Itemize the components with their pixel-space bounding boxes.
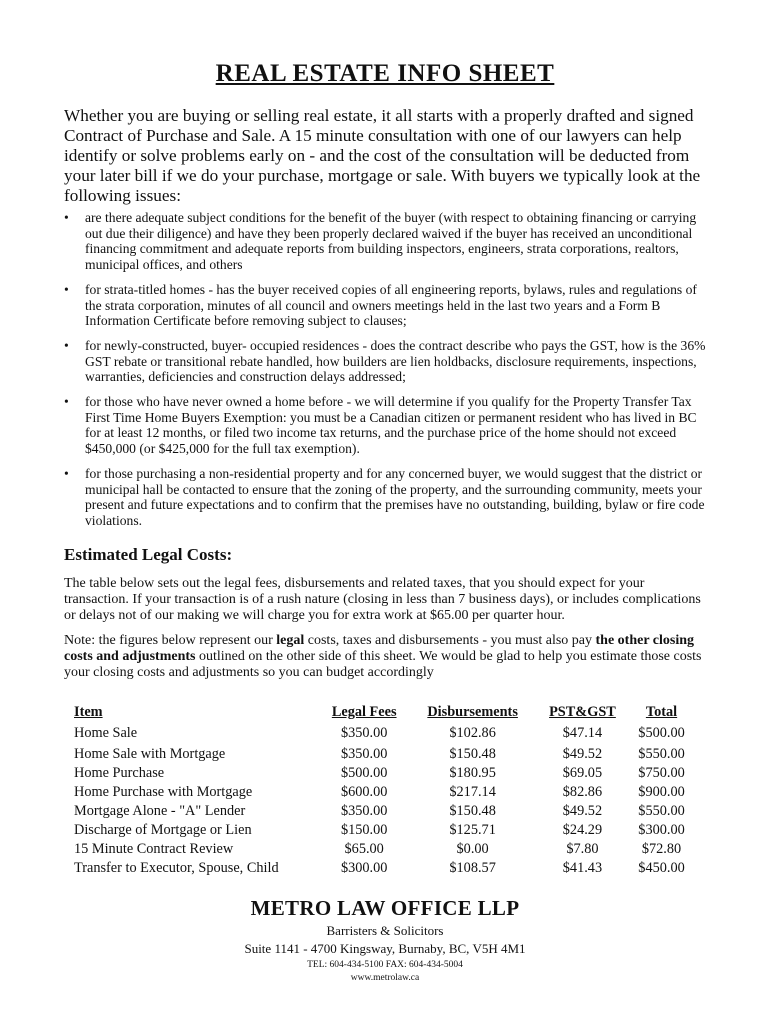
table-row xyxy=(64,783,694,802)
cell-item: Discharge of Mortgage or Lien xyxy=(74,822,252,838)
column-header-disbursements: Disbursements xyxy=(427,703,518,720)
cell-legal-fees: $350.00 xyxy=(340,746,388,762)
costs-note-paragraph xyxy=(64,633,704,682)
list-item-text: for newly-constructed, buyer- occupied residences - does the contract describe who pays the GST, how is the 36% GST rebate or transitional rebate handled, how builders are lien holdbacks, disclosure requirements, inspections, warranties, deficiencies and construction delays addressed; xyxy=(85,337,706,385)
list-item-text: for those who have never owned a home before - we will determine if you qualify for the Property Transfer Tax First Time Home Buyers Exemption: you must be a Canadian citizen or permanent resident who has lived in BC for at least 12 months, or filed two income tax returns, and the purchase price of the home should not exceed $450,000 (or $425,000 for the full tax exemption). xyxy=(85,394,697,457)
cell-total: $550.00 xyxy=(638,746,685,762)
intro-paragraph: Whether you are buying or selling real estate, it all starts with a properly drafted and signed Contract of Purchase and Sale. A 15 minute consultation with one of our lawyers can help identify or solve problems early on - and the cost of the consultation will be deducted from your later bill if we do your purchase, mortgage or sale. With buyers we typically look at the following issues: xyxy=(64,106,701,205)
cell-disbursements: $108.57 xyxy=(449,860,496,876)
bullet-icon: • xyxy=(64,281,69,297)
list-item xyxy=(64,210,714,273)
table-row xyxy=(64,745,694,764)
column-header-item: Item xyxy=(74,703,103,720)
legal-costs-table xyxy=(64,702,694,878)
list-item-text: are there adequate subject conditions for the benefit of the buyer (with respect to obtaining financing or carrying out due their diligence) and have they been properly declared waived if the buyer has received an unconditional financing commitment and adequate reports from building inspectors, engineers, strata corporations, realtors, municipal offices, and others xyxy=(85,210,697,273)
list-item xyxy=(64,282,714,329)
cell-disbursements: $125.71 xyxy=(449,822,496,838)
table-row xyxy=(64,802,694,821)
cell-disbursements: $180.95 xyxy=(449,765,496,781)
cell-item: Home Purchase with Mortgage xyxy=(74,784,253,800)
estimated-costs-heading: Estimated Legal Costs: xyxy=(64,545,233,564)
cell-item: Transfer to Executor, Spouse, Child xyxy=(74,860,279,876)
page-title: REAL ESTATE INFO SHEET xyxy=(215,60,555,87)
cell-legal-fees: $150.00 xyxy=(340,822,388,838)
column-header-total: Total xyxy=(645,703,678,720)
cell-total: $500.00 xyxy=(638,725,685,741)
cell-legal-fees: $600.00 xyxy=(340,784,388,800)
costs-intro-paragraph: The table below sets out the legal fees, disbursements and related taxes, that you should expect for your transaction. If your transaction is of a rush nature (closing in less than 7 business days), or includes complications or delays not of our making we will charge you for extra work at $65.00 per quarter hour. xyxy=(64,576,701,624)
issues-list xyxy=(64,210,714,529)
firm-address: Suite 1141 - 4700 Kingsway, Burnaby, BC, V5H 4M1 xyxy=(244,941,526,956)
firm-subtitle: Barristers & Solicitors xyxy=(326,923,444,938)
column-header-legal-fees: Legal Fees xyxy=(331,703,397,720)
cell-item: Home Purchase xyxy=(74,765,165,781)
cell-total: $300.00 xyxy=(638,822,685,838)
cell-disbursements: $150.48 xyxy=(449,803,496,819)
cell-legal-fees: $350.00 xyxy=(340,803,388,819)
cell-total: $900.00 xyxy=(638,784,685,800)
cell-disbursements: $0.00 xyxy=(456,841,489,857)
bullet-icon: • xyxy=(64,394,69,410)
note-bold-closing-costs: the other closing costs and adjustments xyxy=(64,633,695,665)
cell-legal-fees: $500.00 xyxy=(340,765,388,781)
firm-footer xyxy=(0,896,770,985)
cell-item: Home Sale with Mortgage xyxy=(74,746,226,762)
list-item xyxy=(64,338,714,385)
note-bold-legal: legal xyxy=(276,633,305,648)
list-item xyxy=(64,394,714,457)
list-item-text: for those purchasing a non-residential property and for any concerned buyer, we would suggest that the district or municipal hall be contacted to ensure that the zoning of the property, and the surrounding community, meets your present and future expectations and to confirm that the premises have no outstanding, building, bylaw or fire code violations. xyxy=(85,465,705,528)
cell-legal-fees: $300.00 xyxy=(340,860,388,876)
cell-total: $72.80 xyxy=(641,841,682,857)
cell-total: $550.00 xyxy=(638,803,685,819)
cell-item: Home Sale xyxy=(74,725,138,741)
cell-taxes: $24.29 xyxy=(562,822,603,838)
cell-legal-fees: $65.00 xyxy=(344,841,384,857)
cell-disbursements: $150.48 xyxy=(449,746,496,762)
cell-taxes: $47.14 xyxy=(562,725,603,741)
cell-total: $750.00 xyxy=(638,765,685,781)
bullet-icon: • xyxy=(64,210,69,225)
bullet-icon: • xyxy=(64,337,69,353)
firm-name: METRO LAW OFFICE LLP xyxy=(250,896,520,920)
table-row xyxy=(64,821,694,840)
bullet-icon: • xyxy=(64,465,69,481)
column-header-taxes: PST&GST xyxy=(549,703,616,720)
cell-taxes: $49.52 xyxy=(562,803,603,819)
note-text-middle: costs, taxes and disbursements - you must also pay xyxy=(304,633,596,648)
table-row xyxy=(64,764,694,783)
cell-item: 15 Minute Contract Review xyxy=(74,841,234,857)
cell-taxes: $82.86 xyxy=(562,784,603,800)
firm-phone-fax: TEL: 604-434-5100 FAX: 604-434-5004 xyxy=(307,960,463,970)
list-item xyxy=(64,466,714,529)
table-row xyxy=(64,840,694,859)
cell-taxes: $69.05 xyxy=(562,765,603,781)
table-row xyxy=(64,722,694,745)
firm-website: www.metrolaw.ca xyxy=(350,973,420,983)
cell-legal-fees: $350.00 xyxy=(340,725,388,741)
cell-total: $450.00 xyxy=(638,860,685,876)
table-row xyxy=(64,859,694,878)
cell-item: Mortgage Alone - "A" Lender xyxy=(74,803,246,819)
list-item-text: for strata-titled homes - has the buyer received copies of all engineering reports, bylaws, rules and regulations of the strata corporation, minutes of all council and owners meetings held in the last two years and a Form B Information Certificate before removing subject to clauses; xyxy=(85,281,697,329)
cell-taxes: $49.52 xyxy=(562,746,603,762)
note-text-end: outlined on the other side of this sheet. We would be glad to help you estimate those costs your closing costs and adjustments so you can budget accordingly xyxy=(64,649,702,681)
cell-taxes: $41.43 xyxy=(562,860,603,876)
note-text-start: Note: the figures below represent our xyxy=(64,633,277,648)
cell-taxes: $7.80 xyxy=(566,841,599,857)
table-header-row xyxy=(64,702,694,722)
cell-disbursements: $217.14 xyxy=(449,784,496,800)
cell-disbursements: $102.86 xyxy=(449,725,496,741)
